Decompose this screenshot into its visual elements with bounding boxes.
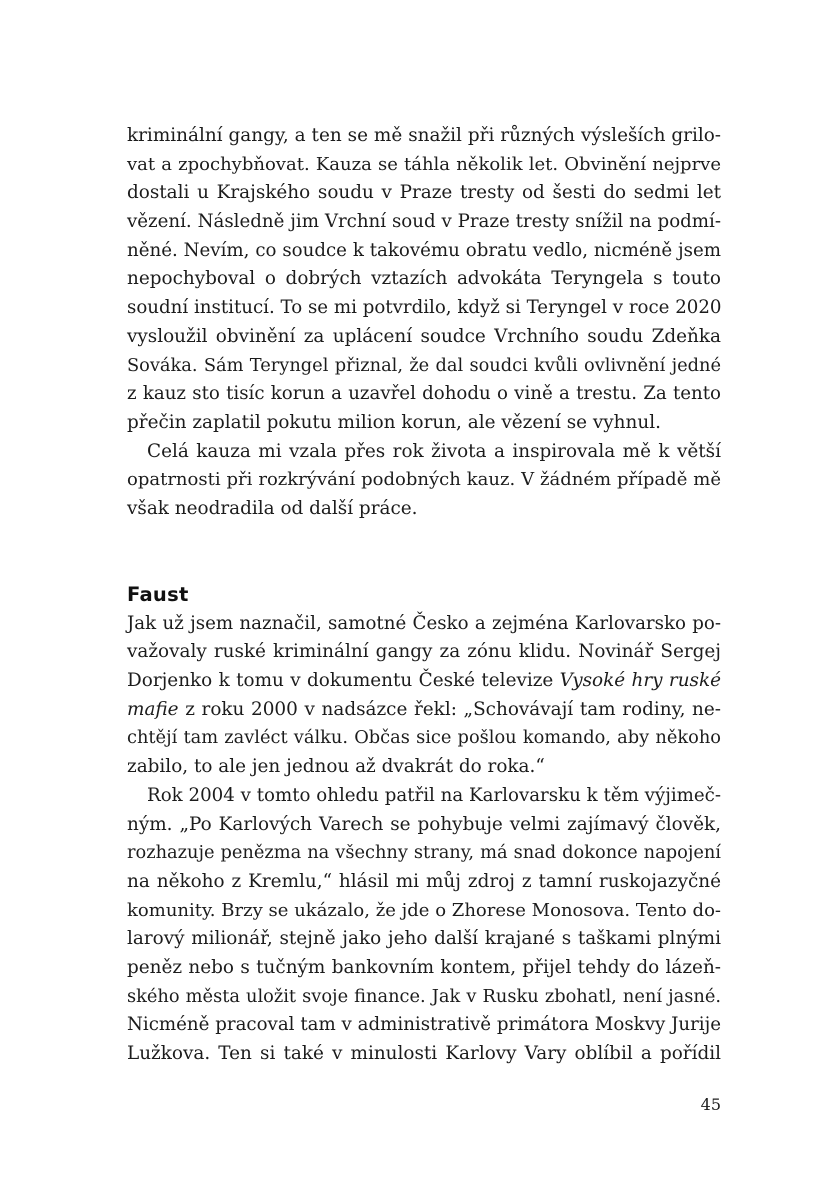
documentary-title-italic: mafie bbox=[127, 698, 179, 720]
text-line bbox=[127, 696, 721, 725]
paragraph-2 bbox=[127, 438, 721, 524]
text-line: komunity. Brzy se ukázalo, že jde o Zhorese Monosova. Tento do- bbox=[127, 899, 721, 921]
text-line: vězení. Následně jim Vrchní soud v Praze tresty snížil na podmí- bbox=[127, 211, 721, 233]
text-run: z roku 2000 v nadsázce řekl: „Schovávají tam rodiny, ne- bbox=[178, 698, 721, 720]
page-number: 45 bbox=[700, 1095, 721, 1114]
text-line: z kauz sto tisíc korun a uzavřel dohodu o vině a trestu. Za tento bbox=[127, 383, 721, 405]
documentary-title-italic: Vysoké hry ruské bbox=[559, 670, 722, 692]
text-line: ným. „Po Karlových Varech se pohybuje velmi zajímavý člověk, bbox=[127, 813, 721, 835]
text-line: na někoho z Kremlu,“ hlásil mi můj zdroj z tamní ruskojazyčné bbox=[127, 870, 721, 892]
text-line: vat a zpochybňovat. Kauza se táhla několik let. Obvinění nejprve bbox=[127, 153, 721, 175]
text-line: chtějí tam zavléct válku. Občas sice pošlou komando, aby někoho bbox=[127, 727, 721, 749]
text-line: opatrnosti při rozkrývání podobných kauz. V žádném případě mě bbox=[127, 469, 721, 491]
text-line: dostali u Krajského soudu v Praze tresty od šesti do sedmi let bbox=[127, 182, 721, 204]
text-line: však neodradila od další práce. bbox=[127, 497, 418, 519]
text-line: kriminální gangy, a ten se mě snažil při různých výsleších grilo- bbox=[127, 125, 721, 146]
text-block-upper bbox=[127, 122, 721, 524]
text-line: larový milionář, stejně jako jeho další krajané s taškami plnými bbox=[127, 928, 721, 950]
paragraph-4 bbox=[127, 782, 721, 1069]
paragraph-3 bbox=[127, 610, 721, 782]
text-line: rozhazuje penězma na všechny strany, má snad dokonce napojení bbox=[127, 842, 721, 864]
section-heading: Faust bbox=[127, 583, 189, 606]
text-line: Lužkova. Ten si také v minulosti Karlovy Vary oblíbil a pořídil bbox=[127, 1043, 721, 1064]
text-line: ského města uložit svoje finance. Jak v Rusku zbohatl, není jasné. bbox=[127, 985, 721, 1007]
text-line: Nicméně pracoval tam v administrativě primátora Moskvy Jurije bbox=[127, 1014, 721, 1036]
text-line: soudní institucí. To se mi potvrdilo, když si Teryngel v roce 2020 bbox=[127, 297, 722, 319]
text-line: vysloužil obvinění za uplácení soudce Vrchního soudu Zdeňka bbox=[127, 325, 721, 347]
text-line: nepochyboval o dobrých vztazích advokáta Teryngela s touto bbox=[127, 268, 721, 290]
text-line: Rok 2004 v tomto ohledu patřil na Karlovarsku k těm výjimeč- bbox=[147, 784, 721, 806]
text-line bbox=[127, 667, 721, 696]
text-run: Dorjenko k tomu v dokumentu České televize bbox=[127, 670, 560, 692]
text-line: važovaly ruské kriminální gangy za zónu klidu. Novinář Sergej bbox=[127, 641, 721, 663]
text-line: peněz nebo s tučným bankovním kontem, přijel tehdy do lázeň- bbox=[127, 956, 721, 978]
text-line: zabilo, to ale jen jednou až dvakrát do roka.“ bbox=[127, 756, 545, 778]
text-line: přečin zaplatil pokutu milion korun, ale vězení se vyhnul. bbox=[127, 411, 661, 433]
text-line: Jak už jsem naznačil, samotné Česko a zejména Karlovarsko po- bbox=[127, 612, 721, 634]
text-line: něné. Nevím, co soudce k takovému obratu vedlo, nicméně jsem bbox=[127, 239, 721, 261]
text-block-lower bbox=[127, 581, 721, 1069]
paragraph-1 bbox=[127, 122, 721, 438]
text-line: Celá kauza mi vzala přes rok života a inspirovala mě k větší bbox=[147, 440, 721, 462]
text-line: Sováka. Sám Teryngel přiznal, že dal soudci kvůli ovlivnění jedné bbox=[127, 354, 721, 376]
